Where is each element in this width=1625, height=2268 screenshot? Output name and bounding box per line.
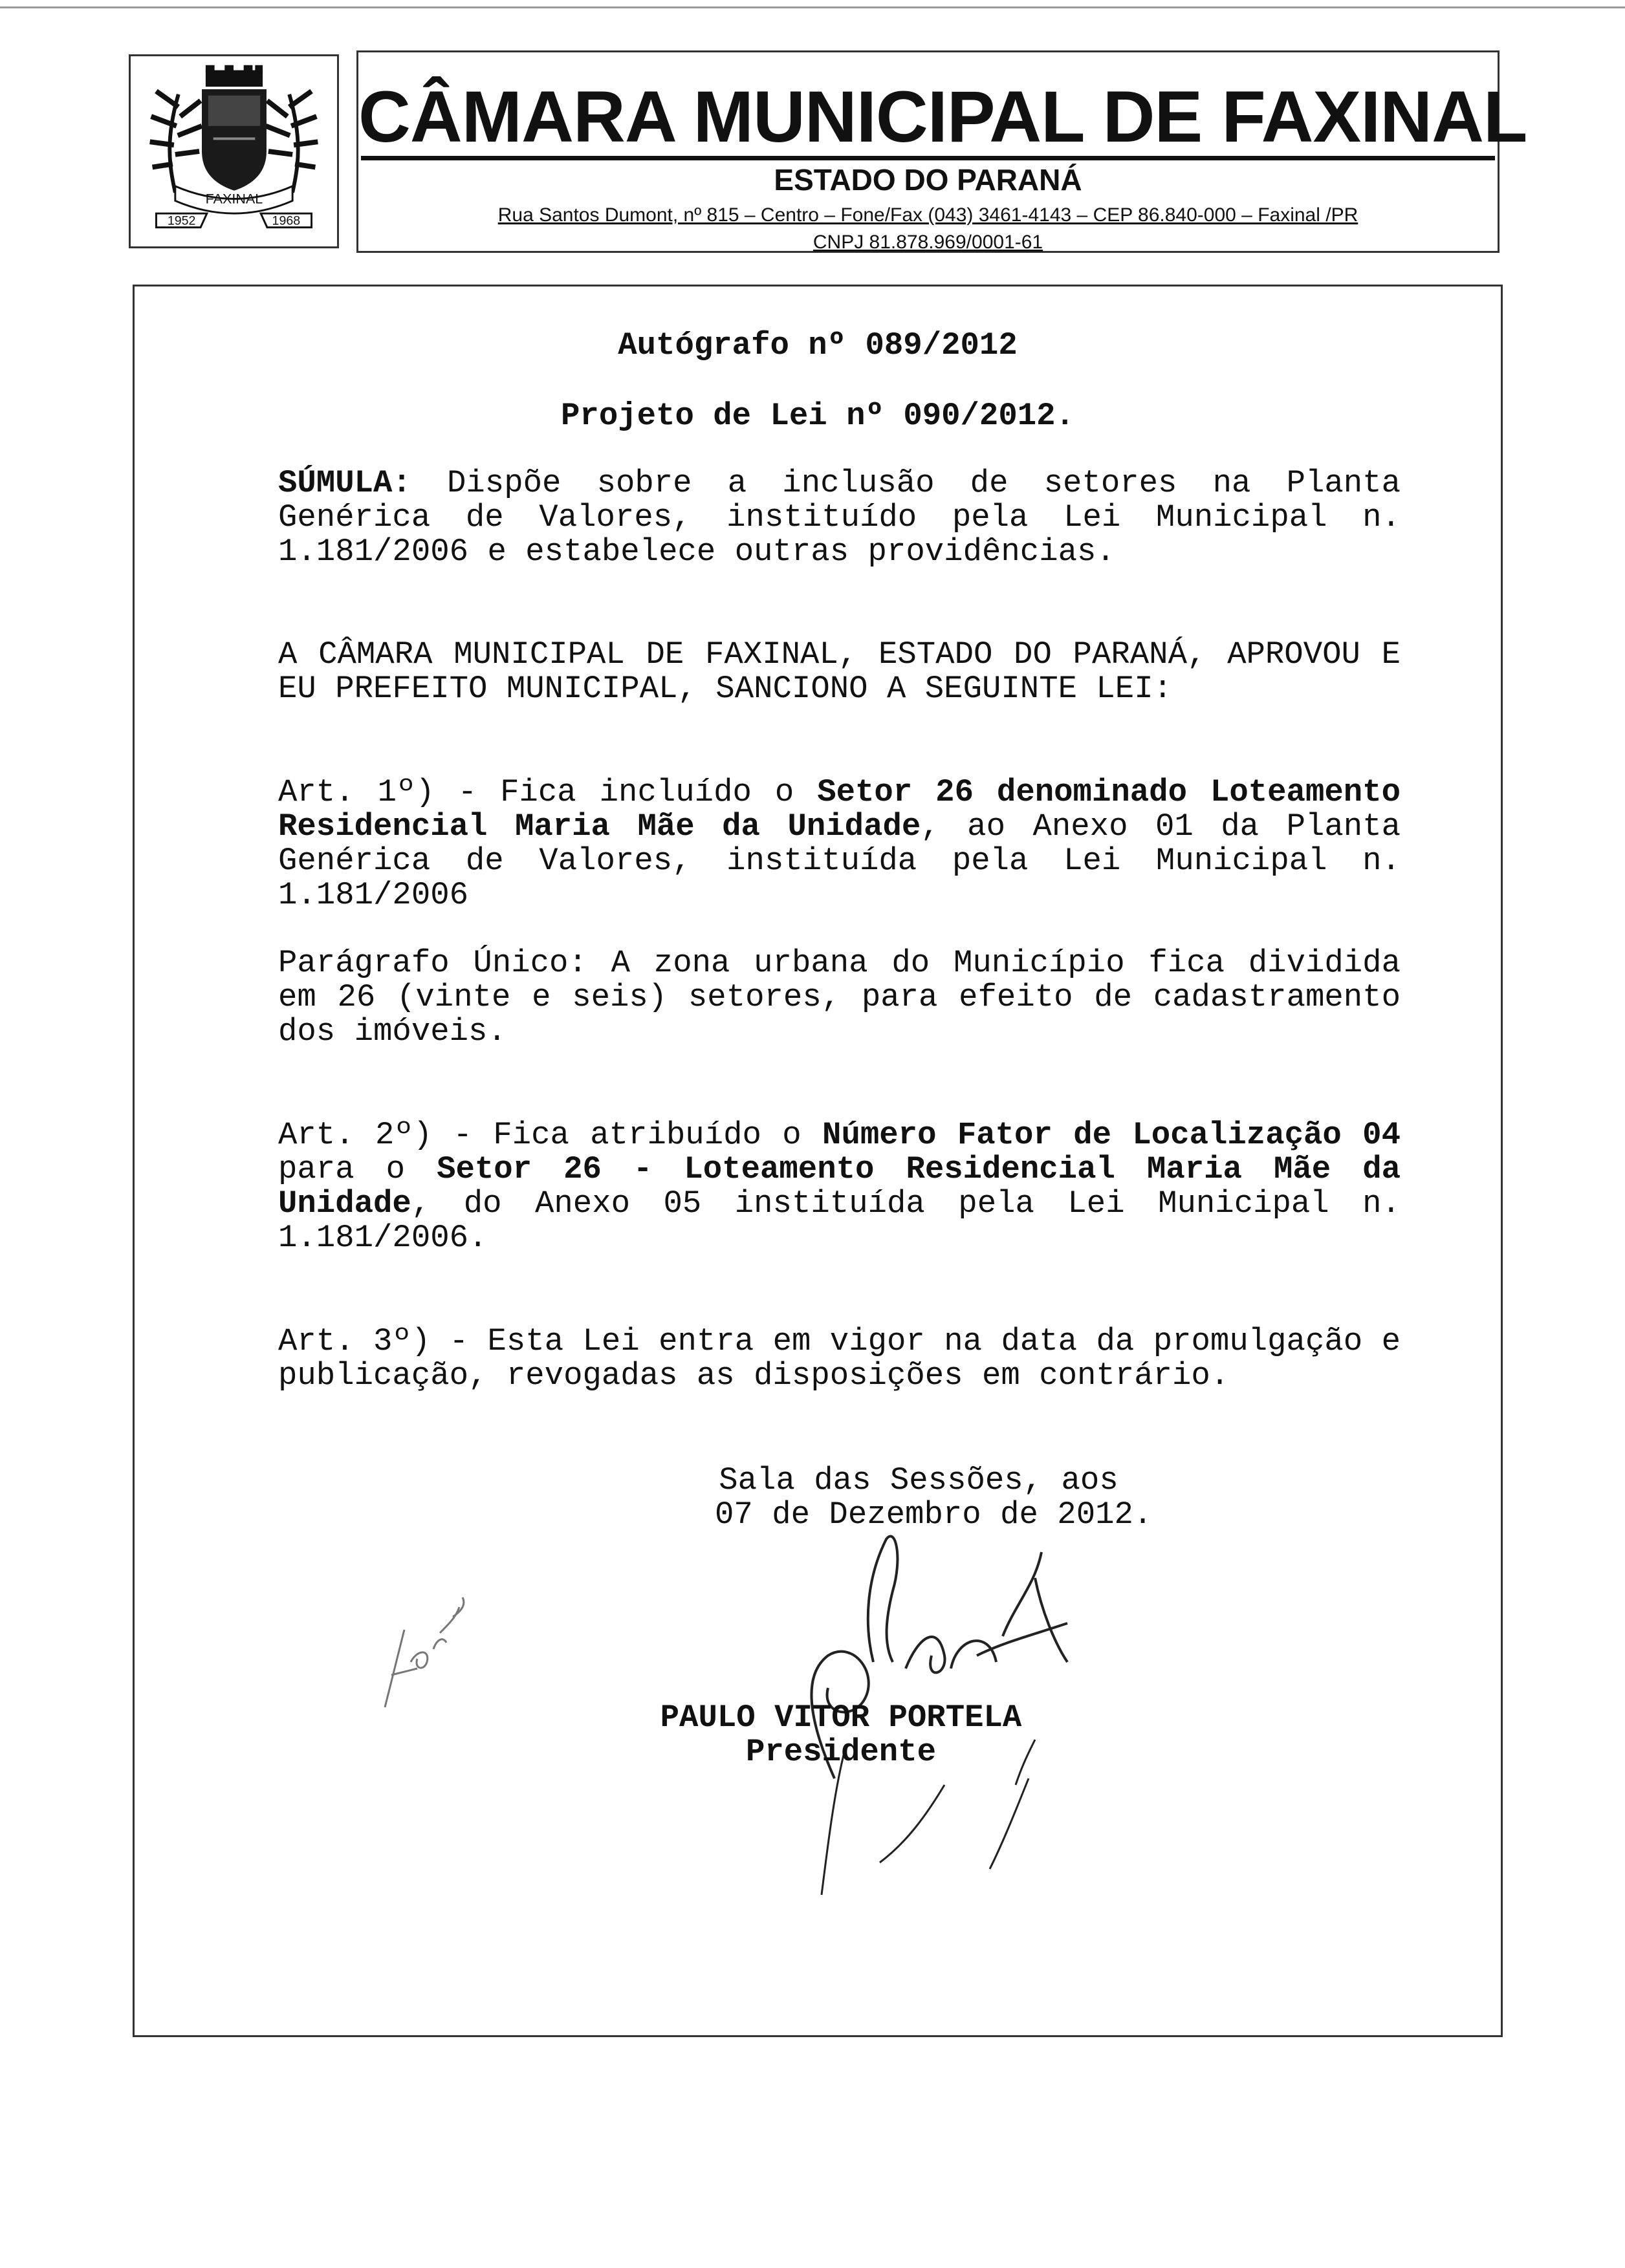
crest-icon [131, 56, 337, 246]
cnpj-line: CNPJ 81.878.969/0001-61 [812, 232, 1043, 253]
signer-role: Presidente [745, 1734, 937, 1770]
municipal-crest [129, 54, 339, 248]
institution-title: CÂMARA MUNICIPAL DE FAXINAL [358, 76, 1527, 157]
article-3: Art. 3º) - Esta Lei entra em vigor na data da promulgação e publicação, revogadas as disposições em contrário. [278, 1323, 1401, 1394]
svg-text:1968: 1968 [272, 213, 301, 228]
paragrafo-unico: Parágrafo Único: A zona urbana do Município fica dividida em 26 (vinte e seis) setores, para efeito de cadastramento dos imóveis. [278, 945, 1401, 1050]
svg-text:FAXINAL: FAXINAL [205, 190, 263, 207]
session-date: 07 de Dezembro de 2012. [715, 1496, 1153, 1533]
autografo-number: Autógrafo nº 089/2012 [618, 327, 1018, 363]
session-place: Sala das Sessões, aos [719, 1462, 1118, 1498]
title-rule [361, 156, 1495, 160]
sumula-paragraph: SÚMULA: Dispõe sobre a inclusão de setores na Planta Genérica de Valores, instituído pela Lei Municipal n. 1.181/2006 e estabelece outras providências. [278, 465, 1401, 570]
handwritten-margin-note [372, 1578, 475, 1720]
article-2: Art. 2º) - Fica atribuído o Número Fator de Localização 04 para o Setor 26 - Loteamento Residencial Maria Mãe da Unidade, do Anexo 05 instituída pela Lei Municipal n. 1.181/2006. [278, 1117, 1401, 1256]
letterhead [356, 50, 1527, 253]
preamble-paragraph: A CÂMARA MUNICIPAL DE FAXINAL, ESTADO DO PARANÁ, APROVOU E EU PREFEITO MUNICIPAL, SANCIONO A SEGUINTE LEI: [278, 636, 1401, 707]
article-1: Art. 1º) - Fica incluído o Setor 26 denominado Loteamento Residencial Maria Mãe da Unidade, ao Anexo 01 da Planta Genérica de Valores, instituída pela Lei Municipal n. 1.181/2006 [278, 774, 1401, 913]
signer-name: PAULO VITOR PORTELA [660, 1700, 1022, 1736]
projeto-number: Projeto de Lei nº 090/2012. [561, 398, 1074, 434]
page-edge-line [0, 6, 1625, 8]
svg-text:1952: 1952 [167, 213, 196, 228]
address-line: Rua Santos Dumont, nº 815 – Centro – Fone/Fax (043) 3461-4143 – CEP 86.840-000 – Faxinal /PR [497, 204, 1358, 226]
state-line: ESTADO DO PARANÁ [774, 163, 1082, 197]
